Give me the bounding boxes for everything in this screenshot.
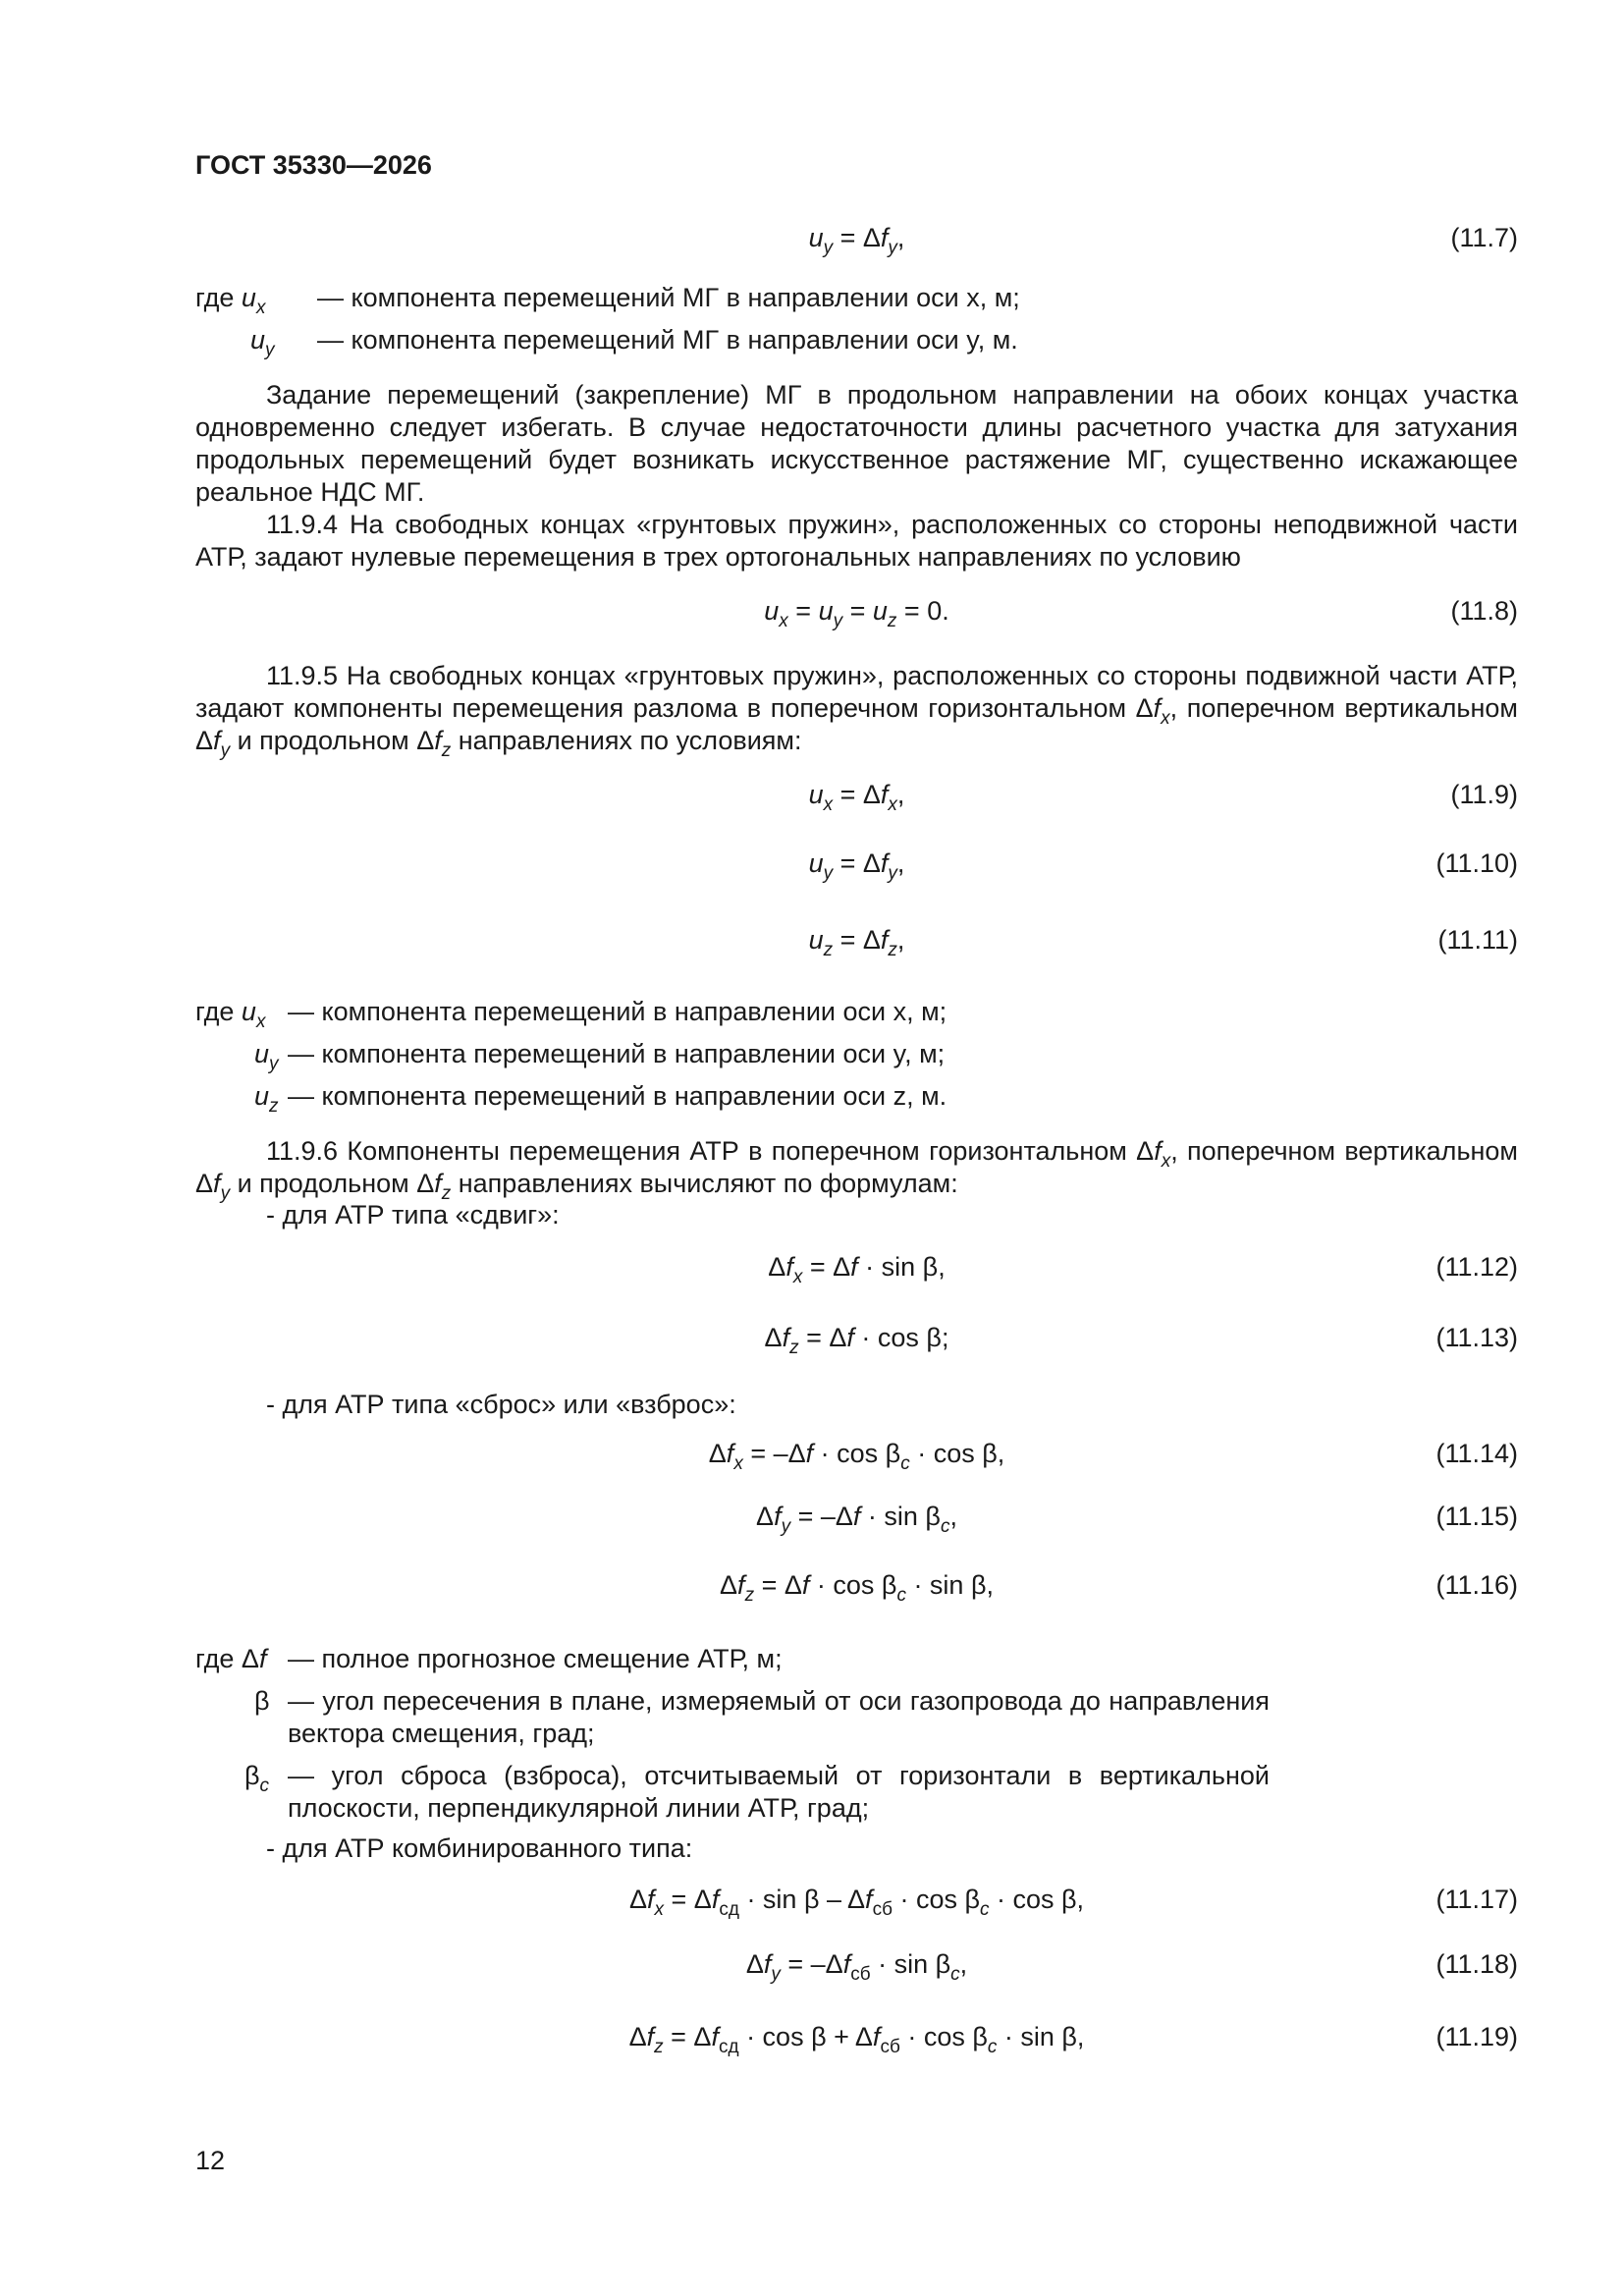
where-label: где Δf (195, 1644, 267, 1673)
equation-expression: $\Delta f_z = \Delta f \cdot \cos \beta_c \cdot \sin \beta$, (720, 1570, 994, 1606)
definition-row (195, 277, 1518, 319)
paragraph: 11.9.5 На свободных концах «грунтовых пружин», расположенных со стороны подвижной части АТР, задают компоненты перемещения разлома в поперечном горизонтальном $\Delta f_x$, поперечном вертикальном $\Delta f_y$ и продольном $\Delta f_z$ направлениях по условиям: (195, 661, 1518, 761)
symbol: $u_y$ (250, 325, 275, 360)
paragraph: 11.9.4 На свободных концах «грунтовых пружин», расположенных со стороны неподвижной части АТР, задают нулевые перемещения в трех ортогональных направлениях по условию (195, 510, 1518, 572)
list-item: - для АТР комбинированного типа: (266, 1833, 693, 1863)
symbol-definitions-2 (195, 991, 1518, 1118)
symbol: $u_z$ (254, 1081, 279, 1117)
page-number: 12 (195, 2146, 226, 2175)
equation-expression: $u_y = \Delta f_y$, (808, 223, 905, 258)
equation-number: (11.11) (1437, 925, 1518, 955)
definition-text: — угол сброса (взброса), отсчитываемый от горизонтали в вертикальной плоскости, перпендикулярной линии АТР, град; (288, 1761, 1270, 1823)
equation-11-7 (195, 206, 1518, 267)
equation-expression: $u_y = \Delta f_y$, (808, 848, 905, 884)
definition-text: — полное прогнозное смещение АТР, м; (288, 1644, 783, 1673)
where-label: где $u_x$ (195, 997, 266, 1032)
definition-row (195, 1685, 1518, 1750)
definition-row (195, 319, 1518, 361)
definition-text: — компонента перемещений в направлении оси x, м; (288, 997, 947, 1026)
equation-number: (11.10) (1435, 848, 1518, 878)
definition-row (195, 1638, 1518, 1677)
equation-number: (11.19) (1435, 2022, 1518, 2051)
equation-11-9 (195, 757, 1518, 838)
equation-number: (11.7) (1450, 223, 1518, 252)
symbol-definitions-3 (195, 1638, 1518, 1825)
document-body (195, 206, 1518, 2078)
symbol-definitions-1 (195, 277, 1518, 361)
list-item: - для АТР типа «сдвиг»: (266, 1200, 560, 1230)
equation-number: (11.13) (1435, 1323, 1518, 1352)
equation-expression: $u_z = \Delta f_z$, (808, 925, 905, 960)
equation-11-12 (195, 1233, 1518, 1310)
definition-row (195, 1033, 1518, 1075)
equation-11-17 (195, 1868, 1518, 1937)
equation-11-16 (195, 1558, 1518, 1628)
document-header: ГОСТ 35330—2026 (195, 150, 432, 180)
paragraph: Задание перемещений (закрепление) МГ в продольном направлении на обоих концах участка одновременно следует избегать. В случае недостаточности длины расчетного участка для затухания продольных перемещений будет возникать искусственное растяжение МГ, существенно искажающее реальное НДС МГ. (195, 380, 1518, 507)
equation-expression: $\Delta f_x = \Delta f \cdot \sin \beta$, (768, 1252, 946, 1287)
equation-number: (11.17) (1435, 1885, 1518, 1914)
equation-expression: $u_x = \Delta f_x$, (808, 780, 905, 815)
equation-11-15 (195, 1489, 1518, 1558)
equation-expression: $\Delta f_y = -\Delta f_{сб} \cdot \sin \beta_c$, (745, 1949, 968, 1985)
definition-text: — компонента перемещений в направлении оси y, м; (288, 1039, 946, 1068)
equation-11-11 (195, 914, 1518, 991)
definition-row (195, 1075, 1518, 1118)
definition-text: — компонента перемещений в направлении оси z, м. (288, 1081, 947, 1111)
equation-number: (11.15) (1435, 1502, 1518, 1531)
symbol: β (254, 1686, 270, 1716)
paragraph: 11.9.6 Компоненты перемещения АТР в поперечном горизонтальном $\Delta f_x$, поперечном вертикальном $\Delta f_y$ и продольном $\Delta f_z$ направлениях вычисляют по формулам: (195, 1136, 1518, 1204)
definition-text: — компонента перемещений МГ в направлении оси x, м; (317, 283, 1020, 312)
equation-11-13 (195, 1310, 1518, 1385)
where-label: где $u_x$ (195, 283, 266, 318)
equation-11-19 (195, 2007, 1518, 2078)
equation-11-14 (195, 1424, 1518, 1489)
definition-text: — угол пересечения в плане, измеряемый от оси газопровода до направления вектора смещения, град; (288, 1686, 1270, 1748)
symbol: $\beta_c$ (244, 1761, 270, 1796)
equation-expression: $\Delta f_z = \Delta f \cdot \cos \beta$; (764, 1323, 949, 1358)
definition-row (195, 1760, 1518, 1825)
equation-number: (11.12) (1435, 1252, 1518, 1282)
equation-expression: $\Delta f_x = -\Delta f \cdot \cos \beta_c \cdot \cos \beta$, (708, 1439, 1005, 1474)
equation-number: (11.9) (1450, 780, 1518, 809)
equation-11-18 (195, 1937, 1518, 2007)
symbol: $u_y$ (254, 1039, 279, 1074)
equation-number: (11.8) (1450, 596, 1518, 626)
equation-number: (11.14) (1435, 1439, 1518, 1468)
definition-text: — компонента перемещений МГ в направлении оси y, м. (317, 325, 1018, 355)
equation-expression: $\Delta f_x = \Delta f_{сд} \cdot \sin \beta - \Delta f_{сб} \cdot \cos \beta_c \cdot \cos \beta$, (628, 1885, 1085, 1920)
equation-expression: $\Delta f_y = -\Delta f \cdot \sin \beta_c$, (756, 1502, 957, 1537)
equation-11-10 (195, 838, 1518, 914)
equation-11-8 (195, 574, 1518, 642)
definition-row (195, 991, 1518, 1033)
equation-expression: $u_x = u_y = u_z = 0$. (764, 596, 949, 631)
equation-number: (11.18) (1435, 1949, 1518, 1979)
equation-expression: $\Delta f_z = \Delta f_{сд} \cdot \cos \beta + \Delta f_{сб} \cdot \cos \beta_c \cdot \sin \beta$, (628, 2022, 1085, 2057)
list-item: - для АТР типа «сброс» или «взброс»: (266, 1390, 736, 1419)
equation-number: (11.16) (1435, 1570, 1518, 1600)
